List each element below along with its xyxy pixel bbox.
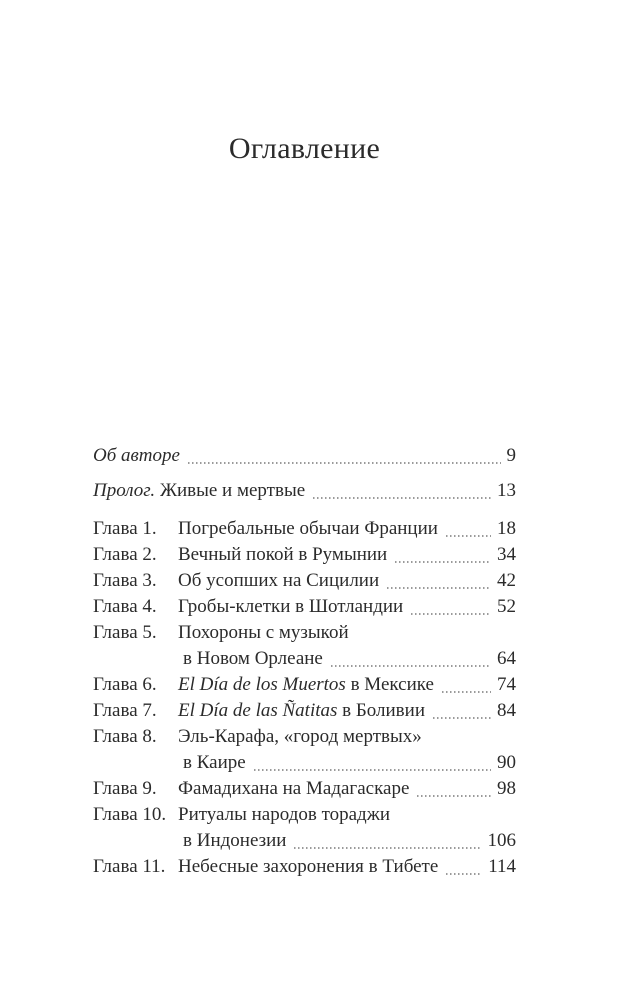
- entry-title-text: в Мексике: [345, 674, 434, 695]
- entry-title-text: Ритуалы народов тораджи: [178, 804, 391, 825]
- dot-leader: [331, 665, 491, 667]
- page-number: 114: [488, 856, 516, 877]
- toc-entry-chapter-3: [93, 568, 516, 594]
- toc-entry-chapter-6: [93, 672, 516, 698]
- dot-leader: [387, 587, 491, 589]
- entry-title: [178, 724, 422, 750]
- chapter-label: Глава 3.: [93, 570, 157, 591]
- entry-title: [178, 854, 438, 880]
- chapter-label: Глава 2.: [93, 544, 157, 565]
- entry-title: [178, 542, 387, 568]
- page-number: 34: [497, 544, 516, 565]
- entry-title: [93, 443, 180, 469]
- entry-title-text: Эль-Карафа, «город мертвых»: [178, 726, 422, 747]
- toc-entry-chapter-10-line2: [93, 828, 516, 854]
- toc-entry-chapter-9: [93, 776, 516, 802]
- chapter-label: Глава 9.: [93, 778, 157, 799]
- entry-title-text: Вечный покой в Румынии: [178, 544, 388, 565]
- page-number: 13: [497, 480, 516, 501]
- page-number: 74: [497, 674, 516, 695]
- entry-title-text: в Боливии: [337, 700, 425, 721]
- entry-title-text: Фамадихана на Мадагаскаре: [178, 778, 410, 799]
- toc-entry-chapter-8-line2: [93, 750, 516, 776]
- dot-leader: [294, 847, 481, 849]
- toc-entry-chapter-5-line2: [93, 646, 516, 672]
- toc-entry-chapter-11: [93, 854, 516, 880]
- page-number: 52: [497, 596, 516, 617]
- entry-title: [178, 672, 434, 698]
- chapter-label: Глава 4.: [93, 596, 157, 617]
- page-number: 18: [497, 518, 516, 539]
- toc-entry-chapter-2: [93, 542, 516, 568]
- dot-leader: [442, 691, 491, 693]
- entry-title: [93, 478, 305, 504]
- toc-entry-about-author: [93, 443, 516, 469]
- page-number: 9: [506, 445, 516, 466]
- entry-title: [178, 620, 349, 646]
- entry-title-text: Об усопших на Сицилии: [178, 570, 380, 591]
- page-number: 42: [497, 570, 516, 591]
- entry-title-text: Живые и мертвые: [155, 480, 306, 501]
- table-of-contents: [93, 443, 516, 880]
- entry-title: [178, 594, 403, 620]
- chapter-label: Глава 7.: [93, 700, 157, 721]
- chapter-label: Глава 5.: [93, 622, 157, 643]
- entry-title-italic: Пролог.: [93, 480, 156, 501]
- toc-entry-chapter-5: [93, 620, 516, 646]
- entry-title-continuation: в Индонезии: [183, 830, 287, 851]
- dot-leader: [395, 561, 491, 563]
- dot-leader: [433, 717, 491, 719]
- entry-title-text: Похороны с музыкой: [178, 622, 349, 643]
- page-number: 64: [497, 648, 516, 669]
- page-number: 98: [497, 778, 516, 799]
- chapter-label: Глава 1.: [93, 518, 157, 539]
- entry-title-italic: El Día de las Ñatitas: [178, 700, 338, 721]
- toc-entry-chapter-4: [93, 594, 516, 620]
- toc-entry-chapter-10: [93, 802, 516, 828]
- entry-title-italic: El Día de los Muertos: [178, 674, 346, 695]
- chapter-label: Глава 8.: [93, 726, 157, 747]
- toc-entry-chapter-8: [93, 724, 516, 750]
- chapter-label: Глава 6.: [93, 674, 157, 695]
- page-number: 106: [487, 830, 516, 851]
- entry-title: [178, 516, 438, 542]
- chapter-label: Глава 11.: [93, 856, 166, 877]
- entry-title: [178, 802, 390, 828]
- dot-leader: [417, 795, 491, 797]
- dot-leader: [254, 769, 491, 771]
- dot-leader: [446, 873, 482, 875]
- entry-title: [178, 568, 379, 594]
- toc-entry-prologue: [93, 478, 516, 504]
- chapter-label: Глава 10.: [93, 804, 167, 825]
- entry-title-continuation: в Новом Орлеане: [183, 648, 323, 669]
- entry-title-continuation: в Каире: [183, 752, 246, 773]
- entry-title-text: Небесные захоронения в Тибете: [178, 856, 439, 877]
- entry-title: [178, 698, 425, 724]
- toc-entry-chapter-7: [93, 698, 516, 724]
- entry-title: [178, 776, 409, 802]
- toc-entry-chapter-1: [93, 516, 516, 542]
- dot-leader: [313, 497, 491, 499]
- entry-title-text: Погребальные обычаи Франции: [178, 518, 438, 539]
- page-title: Оглавление: [228, 132, 381, 165]
- dot-leader: [411, 613, 491, 615]
- page-number: 84: [497, 700, 516, 721]
- entry-title-text: Гробы-клетки в Шотландии: [178, 596, 404, 617]
- dot-leader: [446, 535, 491, 537]
- dot-leader: [188, 462, 501, 464]
- entry-title-italic: Об авторе: [93, 445, 180, 466]
- page-number: 90: [497, 752, 516, 773]
